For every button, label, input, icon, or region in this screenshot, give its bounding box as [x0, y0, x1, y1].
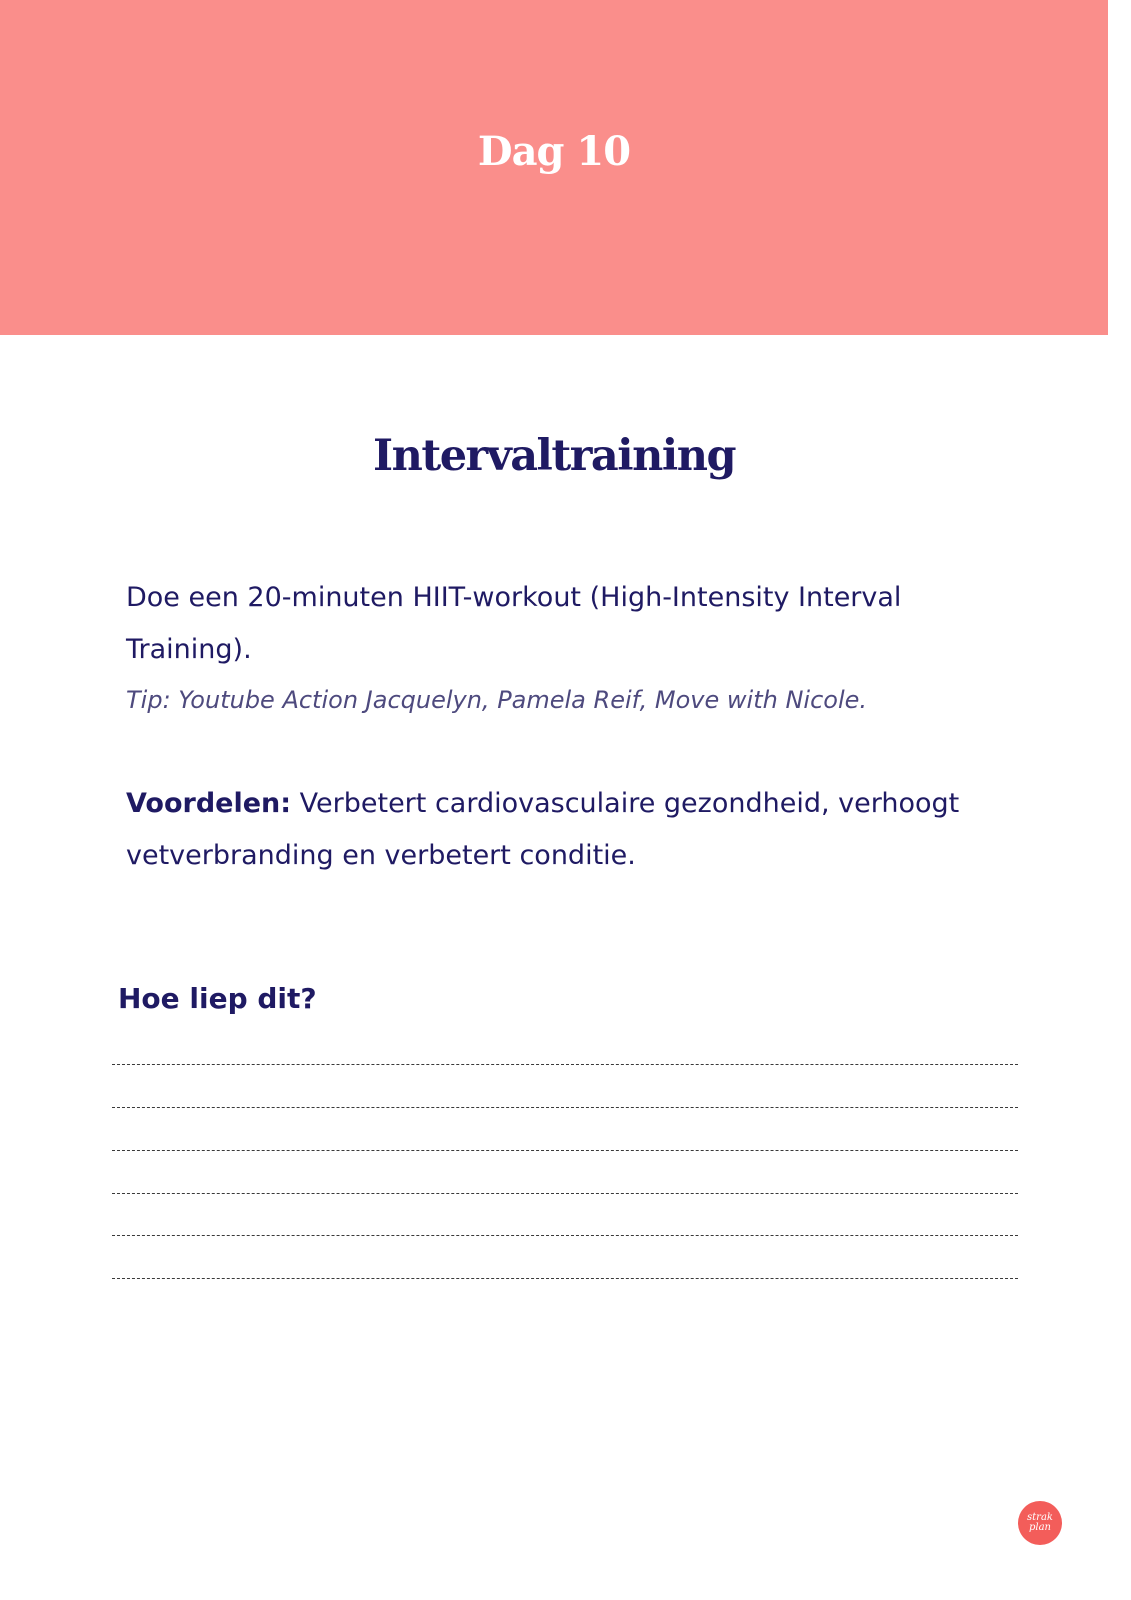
logo-badge: [1018, 1501, 1062, 1545]
writing-line[interactable]: [112, 1107, 1018, 1108]
benefits-label: Voordelen:: [126, 788, 292, 819]
writing-line[interactable]: [112, 1235, 1018, 1236]
logo-line-1: strak: [1027, 1512, 1053, 1523]
reflection-question: Hoe liep dit?: [118, 982, 317, 1015]
logo-wordmark: [1018, 1501, 1062, 1545]
header-band: [0, 0, 1108, 335]
writing-line[interactable]: [112, 1150, 1018, 1151]
benefits-paragraph: [126, 778, 1026, 882]
benefits-text: Verbetert cardiovasculaire gezondheid, verhoogt vetverbranding en verbetert conditie.: [126, 788, 960, 871]
logo-line-2: plan: [1028, 1522, 1051, 1533]
writing-line[interactable]: [112, 1064, 1018, 1065]
exercise-title: Intervaltraining: [372, 431, 736, 481]
writing-line[interactable]: [112, 1278, 1018, 1279]
exercise-tip: Tip: Youtube Action Jacquelyn, Pamela Reif, Move with Nicole.: [126, 686, 868, 714]
day-title: Dag 10: [477, 128, 631, 175]
writing-line[interactable]: [112, 1193, 1018, 1194]
exercise-description: Doe een 20-minuten HIIT-workout (High-Intensity Interval Training).: [126, 582, 902, 665]
